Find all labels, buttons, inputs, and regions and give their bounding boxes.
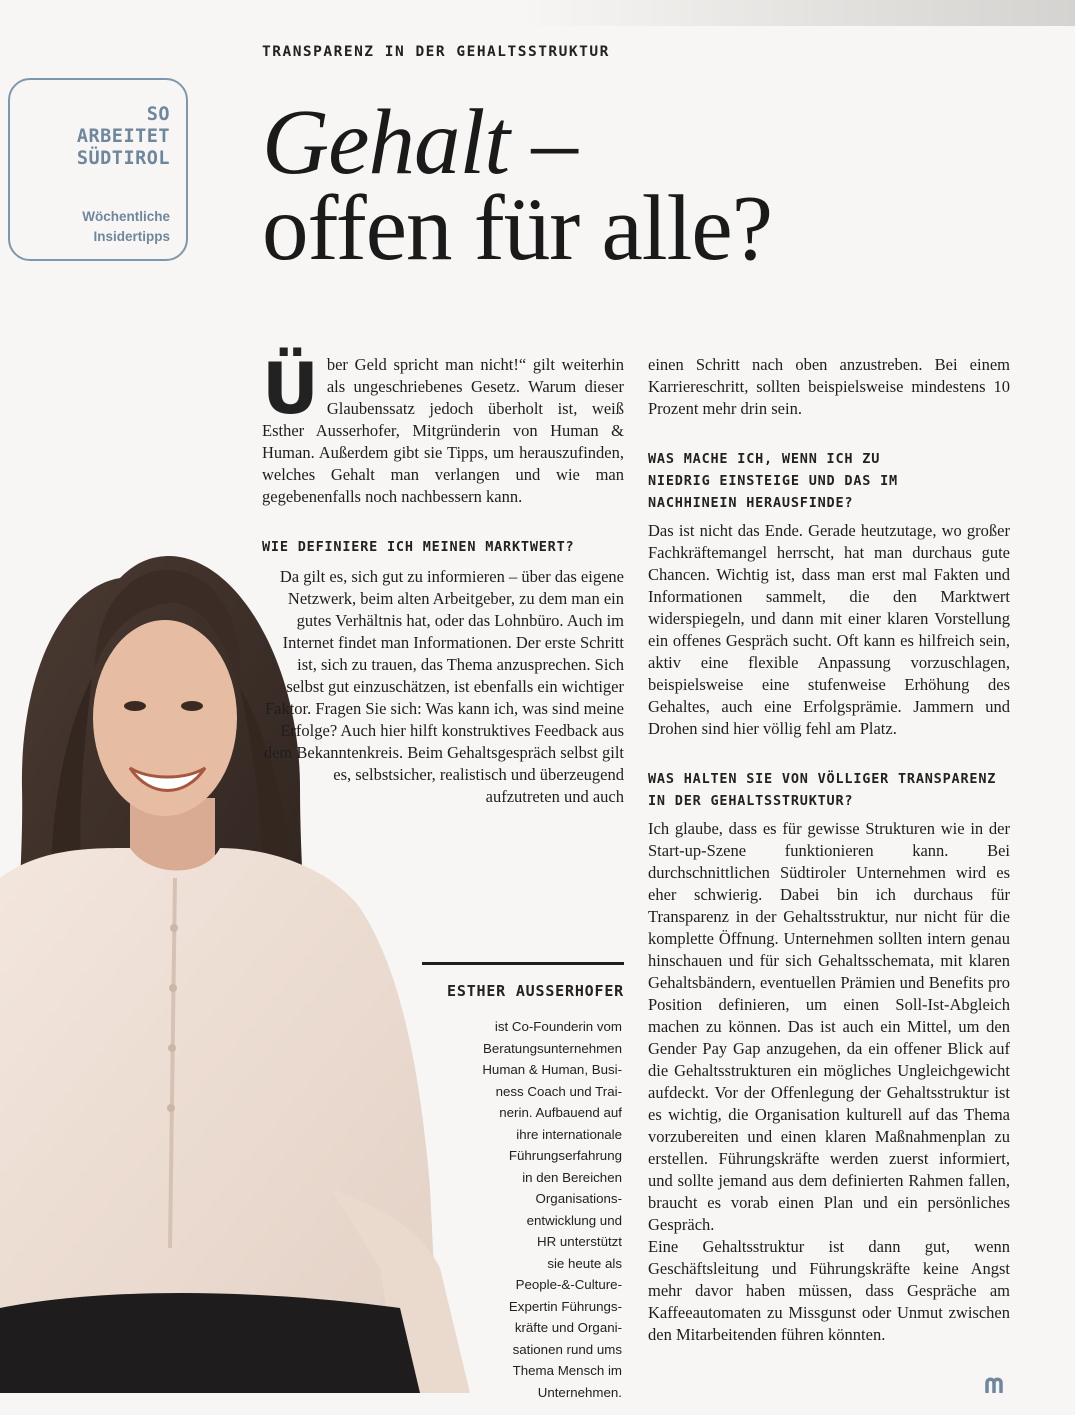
kicker: TRANSPARENZ IN DER GEHALTSSTRUKTUR bbox=[262, 44, 610, 60]
caption-rule bbox=[422, 962, 624, 965]
column-right bbox=[648, 354, 1010, 1346]
answer-1: Da gilt es, sich gut zu informieren – über das eigene Netzwerk, beim alten Arbeitgeber, zu dem man ein gutes Verhältnis hat, oder das Lohnbüro. Auch im Internet findet man Informationen. Der erste Schritt ist, sich zu trauen, das Thema anzusprechen. Sich selbst gut einzuschätzen, ist ebenfalls ein wichtiger Faktor. Fragen Sie sich: Was kann ich, was sind meine Erfolge? Auch hier hilft konstruktives Feedback aus dem Bekanntenkreis. Beim Gehaltsgespräch selbst gilt es, selbstsicher, realistisch und überzeugend aufzutreten und auch bbox=[263, 567, 624, 806]
intro-text: ber Geld spricht man nicht!“ gilt weiterhin als ungeschriebenes Gesetz. Warum dieser Glaubenssatz jedoch überholt ist, weiß Esther Ausserhofer, Mitgründerin von Human & Human. Außerdem gibt sie Tipps, um herauszufinden, welches Gehalt man verlangen und wie man gegebenenfalls noch nachbessern kann. bbox=[262, 355, 624, 506]
headline-line1: Gehalt – bbox=[262, 91, 577, 194]
headline bbox=[262, 91, 772, 280]
answer-2: Das ist nicht das Ende. Gerade heutzutage, wo großer Fachkräftemangel herrscht, hat man durchaus gute Chancen. Wichtig ist, dass man erst mal Fakten und Informationen sammelt, die den Marktwert widerspiegeln, und dann mit einer klaren Vorstellung ein offenes Gespräch sucht. Oft kann es hilfreich sein, aktiv eine flexible Anpassung vorzuschlagen, beispielsweise eine stufenweise Erhöhung des Gehaltes, auch eine Erfolgsprämie. Jammern und Drohen sind hier völlig fehl am Platz. bbox=[648, 521, 1010, 738]
headline-line2: offen für alle? bbox=[262, 177, 772, 280]
answer-3-paragraph-2: Eine Gehaltsstruktur ist dann gut, wenn Geschäftsleitung und Führungskräfte keine Angst mehr davor haben müssen, dass Gespräche am Kaffeeautomaten zu Missgunst oder Unmut zwischen den Mitarbeitenden führen könnten. bbox=[648, 1237, 1010, 1344]
caption-name: ESTHER AUSSERHOFER bbox=[447, 982, 624, 1000]
magazine-end-mark-icon bbox=[985, 1375, 1007, 1393]
page-curl-shadow bbox=[520, 0, 1075, 26]
badge-title: SO ARBEITET SÜDTIROL bbox=[76, 104, 170, 169]
answer-1-continued: einen Schritt nach oben anzustreben. Bei einem Karriereschritt, sollten beispielsweise mindestens 10 Prozent mehr drin sein. bbox=[648, 355, 1010, 418]
question-1: WIE DEFINIERE ICH MEINEN MARKTWERT? bbox=[262, 539, 575, 555]
answer-3: Ich glaube, dass es für gewisse Strukturen wie in der Start-up-Szene funktionieren kann. Bei durchschnittlichen Südtiroler Unternehmen wird es eher schwierig. Dabei bin ich durchaus für Transparenz in der Gehaltsstruktur, nur nicht für die komplette Öffnung. Unternehmen sollten intern genau hinschauen und für sich Gehaltsschemata, mit klaren Gehaltsbändern, eventuellen Prämien und Benefits pro Position definieren, um einen Soll-Ist-Abgleich machen zu können. Das ist auch ein Mittel, um den Gender Pay Gap anzugehen, da ein offener Blick auf die Gehaltsstrukturen ein mögliches Ungleichgewicht aufdeckt. Vor der Offenlegung der Gehaltsstruktur ist es wichtig, die Organisation kulturell auf das Thema vorzubereiten und einen klaren Maßnahmenplan zu erstellen. Führungskräfte werden zuerst informiert, und sollte jemand aus dem definierten Rahmen fallen, braucht es vorab einen Plan und ein persönliches Gespräch. bbox=[648, 819, 1010, 1234]
badge-subtitle: Wöchentliche Insidertipps bbox=[82, 209, 170, 244]
question-2: WAS MACHE ICH, WENN ICH ZU NIEDRIG EINSTEIGE UND DAS IM NACHHINEIN HERAUSFINDE? bbox=[648, 451, 898, 511]
caption-text: ist Co-Founderin vom Beratungsunternehmen Human & Human, Busi- ness Coach und Trai- nerin. Aufbauend auf ihre internationale Führungserfahrung in den Bereichen Organisations- entwicklung und HR unterstützt sie heute als People-&-Culture- Expertin Führungs- kräfte und Organi- sationen rund ums Thema Mensch im Unternehmen. bbox=[482, 1019, 622, 1400]
intro-paragraph bbox=[262, 348, 624, 508]
column-left bbox=[262, 348, 624, 808]
question-3: WAS HALTEN SIE VON VÖLLIGER TRANSPARENZ IN DER GEHALTSSTRUKTUR? bbox=[648, 771, 997, 809]
column-badge bbox=[8, 78, 188, 261]
drop-cap: Ü bbox=[262, 348, 319, 430]
